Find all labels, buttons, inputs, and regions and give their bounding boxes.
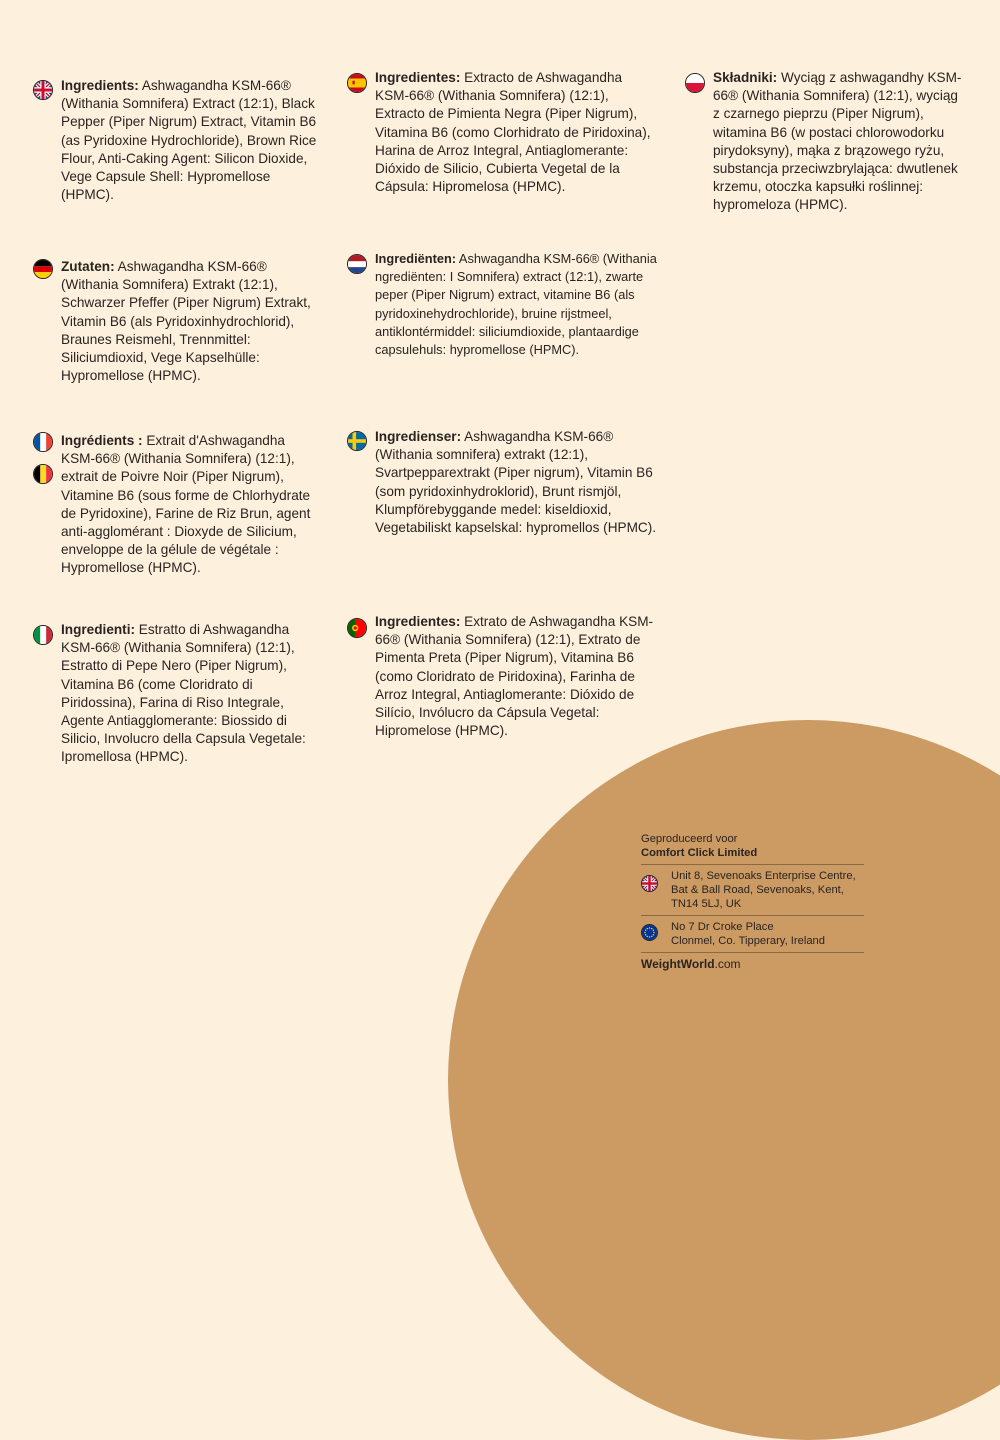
ingredients-label: Zutaten: <box>61 259 115 274</box>
website-domain: .com <box>714 957 741 971</box>
portugal-flag-icon <box>347 618 367 638</box>
ingredients-label: Ingredientes: <box>375 614 461 629</box>
decorative-circle <box>448 720 1000 1440</box>
germany-flag-icon <box>33 259 53 279</box>
manufacturer-imprint <box>641 832 864 971</box>
eu-address-line1: No 7 Dr Croke Place <box>671 921 774 933</box>
belgium-flag-icon <box>33 464 53 484</box>
ingredients-text: Extracto de Ashwagandha KSM-66® (Withania Somnifera) (12:1), Extracto de Pimienta Negra (Piper Nigrum), Vitamina B6 (como Clorhidrato de Piridoxina), Harina de Arroz Integral, Antiaglomerante: Dióxido de Silicio, Cubierta Vegetal de la Cápsula: Hipromelosa (HPMC). <box>375 70 651 195</box>
ingredients-label: Ingrédients : <box>61 433 143 448</box>
netherlands-flag-icon <box>347 254 367 274</box>
eu-address-line2: Clonmel, Co. Tipperary, Ireland <box>671 935 825 947</box>
uk-flag-icon <box>641 875 658 892</box>
france-flag-icon <box>33 432 53 452</box>
ingredients-text: Extrait d'Ashwagandha KSM-66® (Withania Somnifera) (12:1), extrait de Poivre Noir (Piper Nigrum), Vitamine B6 (sous forme de Chlorhydrate de Pyridoxine), Farine de Riz Brun, agent anti-agglomérant : Dioxyde de Silicium, enveloppe de la gélule de végétale : Hypromellose (HPMC). <box>61 433 311 576</box>
sweden-flag-icon <box>347 431 367 451</box>
ingredients-label: Składniki: <box>713 70 778 85</box>
ingredients-fr <box>33 432 318 578</box>
ingredients-label: Ingredienti: <box>61 622 136 637</box>
ingredients-label: Ingrediënten: <box>375 251 457 266</box>
ingredients-pl <box>685 69 963 215</box>
spain-flag-icon <box>347 73 367 93</box>
company-name: Comfort Click Limited <box>641 847 758 859</box>
website <box>641 952 864 971</box>
uk-address-row <box>641 864 864 911</box>
ingredients-text: Estratto di Ashwagandha KSM-66® (Withania Somnifera) (12:1), Estratto di Pepe Nero (Piper Nigrum), Vitamina B6 (come Cloridrato di Piridossina), Farina di Riso Integrale, Agente Antiagglomerante: Biossido di Silicio, Involucro della Capsula Vegetale: Ipromellosa (HPMC). <box>61 622 306 765</box>
ingredients-sv <box>347 428 657 537</box>
website-brand: WeightWorld <box>641 957 715 971</box>
ingredients-text: Ashwagandha KSM-66® (Withania Somnifera) Extract (12:1), Black Pepper (Piper Nigrum) Extract, Vitamin B6 (as Pyridoxine Hydrochloride), Brown Rice Flour, Anti-Caking Agent: Silicon Dioxide, Vege Capsule Shell: Hypromellose (HPMC). <box>61 78 317 203</box>
ingredients-pt <box>347 613 657 740</box>
eu-flag-icon <box>641 924 658 941</box>
ingredients-label: Ingredientes: <box>375 70 461 85</box>
ingredients-text: Wyciąg z ashwagandhy KSM-66® (Withania Somnifera) (12:1), wyciąg z czarnego pieprzu (Piper Nigrum), witamina B6 (w postaci chlorowodorku pirydoksyny), mąka z brązowego ryżu, substancja przeciwzbrylająca: dwutlenek krzemu, otoczka kapsułki roślinnej: hypromeloza (HPMC). <box>713 70 962 213</box>
uk-flag-icon <box>33 80 53 100</box>
ingredients-de <box>33 258 318 385</box>
produced-for-label: Geproduceerd voor <box>641 833 738 845</box>
ingredients-text: Extrato de Ashwagandha KSM-66® (Withania Somnifera) (12:1), Extrato de Pimenta Preta (Piper Nigrum), Vitamina B6 (como Cloridrato de Piridoxina), Farinha de Arroz Integral, Antiaglomerante: Dióxido de Silício, Invólucro da Cápsula Vegetal: Hipromelose (HPMC). <box>375 614 654 739</box>
ingredients-text: Ashwagandha KSM-66® (Withania somnifera) extrakt (12:1), Svartpepparextrakt (Piper nigrum), Vitamin B6 (som pyridoxinhydroklorid), Brunt rismjöl, Klumpförebyggande medel: kiseldioxid, Vegetabiliskt kapselskal: hypromellos (HPMC). <box>375 429 657 536</box>
italy-flag-icon <box>33 625 53 645</box>
ingredients-es <box>347 69 657 196</box>
eu-address-row <box>641 915 864 948</box>
ingredients-nl <box>347 250 657 359</box>
poland-flag-icon <box>685 73 705 93</box>
uk-address: Unit 8, Sevenoaks Enterprise Centre, Bat & Ball Road, Sevenoaks, Kent, TN14 5LJ, UK <box>671 870 856 910</box>
ingredients-en <box>33 77 318 204</box>
ingredients-label: Ingredienser: <box>375 429 462 444</box>
ingredients-label: Ingredients: <box>61 78 139 93</box>
ingredients-text: Ashwagandha KSM-66® (Withania ngrediënten: I Somnifera) extract (12:1), zwarte peper (Piper Nigrum) extract, vitamine B6 (als pyridoxinehydrochloride), bruine rijstmeel, antiklontérmiddel: siliciumdioxide, plantaardige capsulehuls: hypromellose (HPMC). <box>375 251 657 358</box>
ingredients-text: Ashwagandha KSM-66® (Withania Somnifera) Extrakt (12:1), Schwarzer Pfeffer (Piper Nigrum) Extrakt, Vitamin B6 (als Pyridoxinhydrochlorid), Braunes Reismehl, Trennmittel: Siliciumdioxid, Vege Kapselhülle: Hypromellose (HPMC). <box>61 259 311 384</box>
ingredients-it <box>33 621 318 767</box>
